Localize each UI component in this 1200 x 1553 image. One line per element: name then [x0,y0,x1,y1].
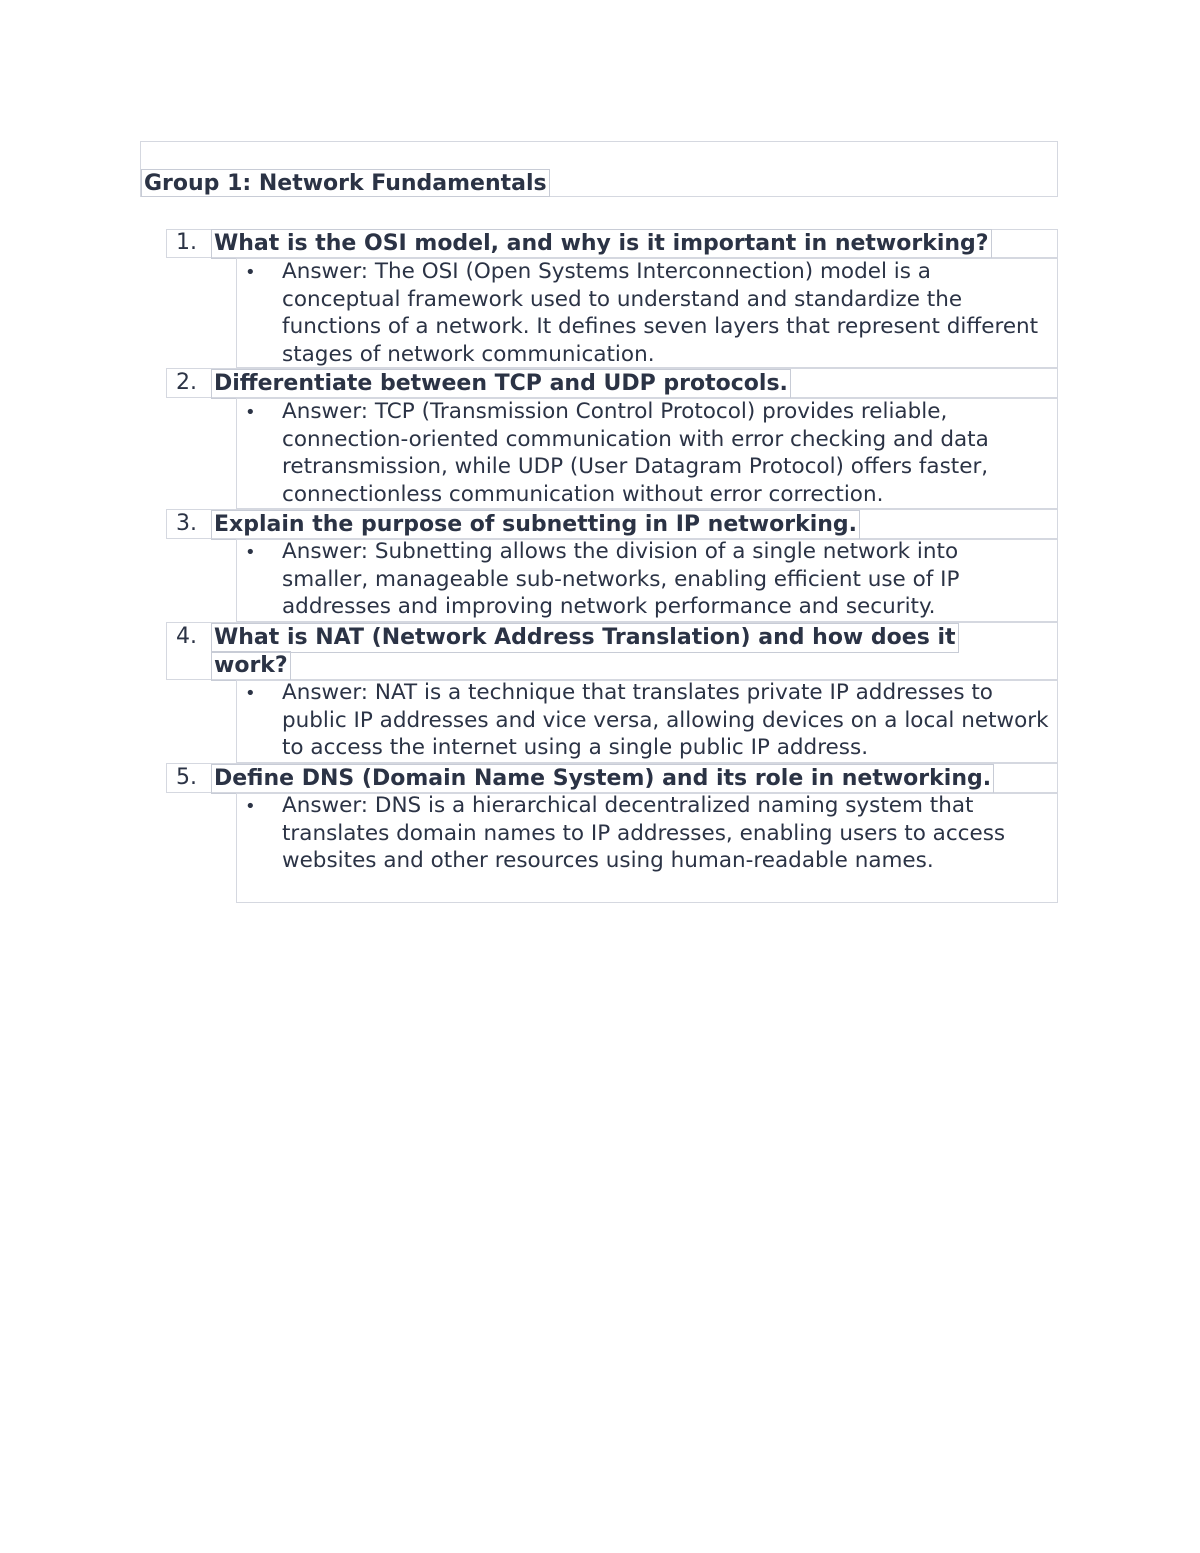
bullet-icon: • [245,683,256,704]
section-heading: Group 1: Network Fundamentals [141,169,550,197]
question-number: 2. [176,370,197,395]
answer-text: Answer: The OSI (Open Systems Interconnection) model is a conceptual framework used to understand and standardize the functions of a network. It defines seven layers that represent different stages of network communication. [282,259,1039,367]
answer-text: Answer: NAT is a technique that translates private IP addresses to public IP addresses and vice versa, allowing devices on a local network to access the internet using a single public IP address. [282,680,1049,760]
question-text: Define DNS (Domain Name System) and its role in networking. [211,764,994,794]
answer-text: Answer: Subnetting allows the division of a single network into smaller, manageable sub-networks, enabling efficient use of IP addresses and improving network performance and security. [282,539,960,619]
bullet-icon: • [245,542,256,563]
question-number: 3. [176,511,197,536]
question-text-line-2: work? [211,651,291,681]
question-text-line-1: What is NAT (Network Address Translation) and how does it [211,623,959,653]
bullet-icon: • [245,796,256,817]
answer-text: Answer: TCP (Transmission Control Protocol) provides reliable, connection-oriented communication with error checking and data retransmission, while UDP (User Datagram Protocol) offers faster, connectionless communication without error correction. [282,399,989,507]
bullet-icon: • [245,402,256,423]
question-number: 5. [176,765,197,790]
question-text: Explain the purpose of subnetting in IP networking. [211,510,860,540]
question-text: Differentiate between TCP and UDP protocols. [211,369,791,399]
answer-text: Answer: DNS is a hierarchical decentralized naming system that translates domain names to IP addresses, enabling users to access websites and other resources using human-readable names. [282,793,1006,873]
question-text: What is the OSI model, and why is it important in networking? [211,229,992,259]
question-number: 4. [176,624,197,649]
question-number: 1. [176,230,197,255]
bullet-icon: • [245,262,256,283]
